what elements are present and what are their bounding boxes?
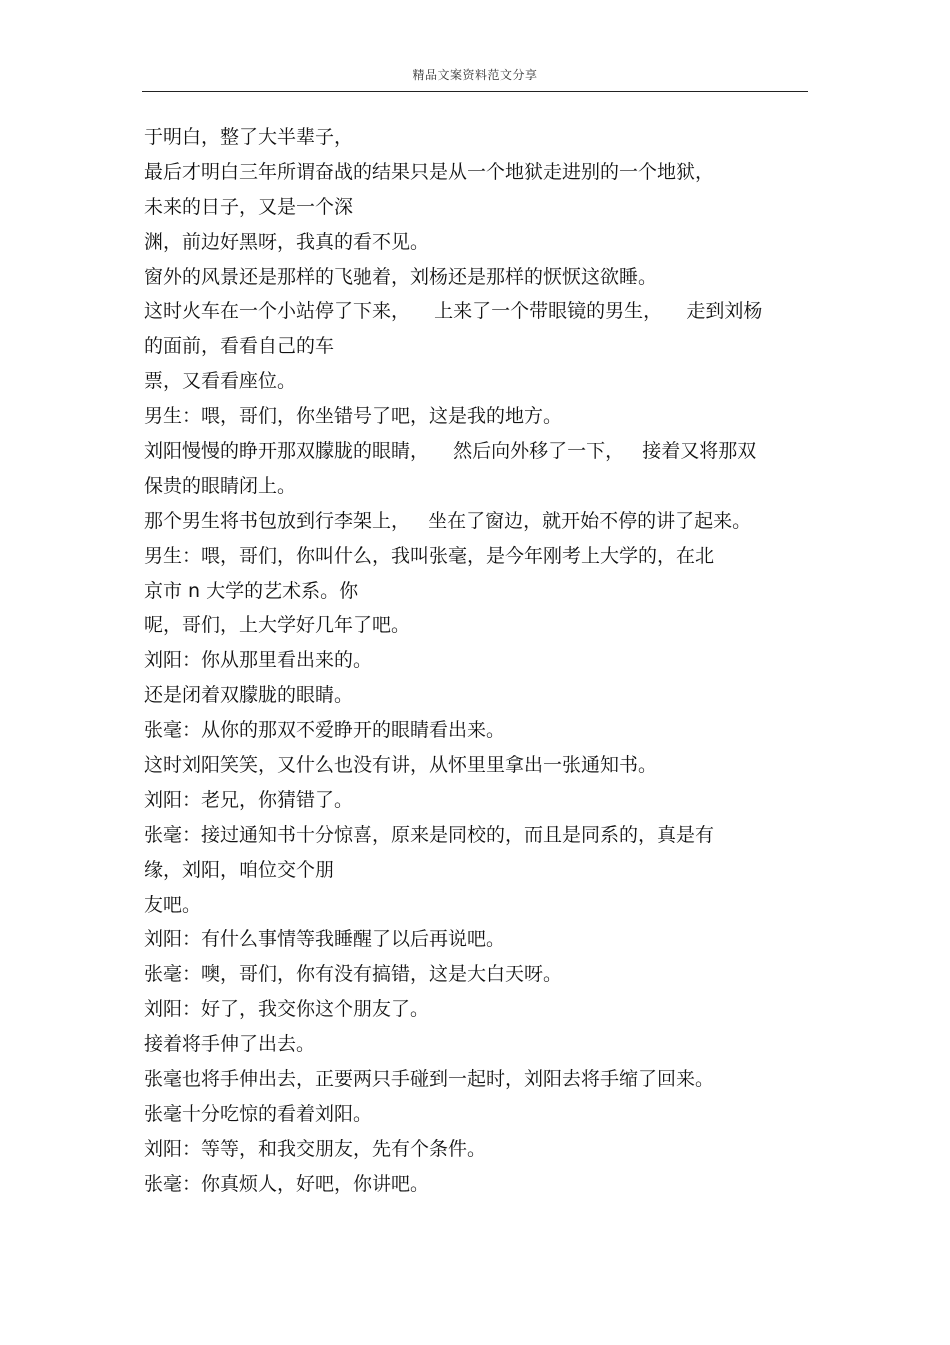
text-line: 刘阳：有什么事情等我睡醒了以后再说吧。 [144,928,506,951]
text-line: 张毫十分吃惊的看着刘阳。 [144,1102,373,1125]
text-line: 男生：喂，哥们，你坐错号了吧，这是我的地方。 [144,405,563,428]
text-line: 渊，前边好黑呀，我真的看不见。 [144,230,430,253]
text-line: 这时刘阳笑笑，又什么也没有讲，从怀里里拿出一张通知书。 [144,754,658,777]
page-header: 精品文案资料范文分享 [412,68,538,82]
text-line: 刘阳：等等，和我交朋友，先有个条件。 [144,1137,487,1160]
text-line: 接着将手伸了出去。 [144,1033,316,1056]
document-body [144,120,804,1202]
text-line: 窗外的风景还是那样的飞驰着，刘杨还是那样的恹恹这欲睡。 [144,265,658,288]
text-line: 张毫：噢，哥们，你有没有搞错，这是大白天呀。 [144,963,563,986]
text-line: 还是闭着双朦胧的眼睛。 [144,684,354,707]
text-line: 刘阳：老兄，你猜错了。 [144,788,354,811]
text-line: 票，又看看座位。 [144,370,297,393]
text-line: 这时火车在一个小站停了下来， 上来了一个带眼镜的男生， 走到刘杨 [144,300,763,323]
text-line: 于明白，整了大半辈子， [144,126,354,148]
text-line: 友吧。 [144,893,202,916]
text-line: 未来的日子，又是一个深 [144,195,354,218]
text-line: 刘阳慢慢的睁开那双朦胧的眼睛， 然后向外移了一下， 接着又将那双 [144,440,757,463]
text-line: 呢，哥们，上大学好几年了吧。 [144,614,411,637]
text-line: 京市 n 大学的艺术系。你 [144,579,359,602]
text-line: 保贵的眼睛闭上。 [144,474,297,497]
text-line: 那个男生将书包放到行李架上， 坐在了窗边，就开始不停的讲了起来。 [144,509,752,532]
text-line: 缘，刘阳，咱位交个朋 [144,858,335,881]
text-line: 张毫：你真烦人，好吧，你讲吧。 [144,1172,430,1195]
text-line: 刘阳：你从那里看出来的。 [144,649,373,672]
text-line: 张毫：从你的那双不爱睁开的眼睛看出来。 [144,719,506,742]
text-line: 张毫也将手伸出去，正要两只手碰到一起时，刘阳去将手缩了回来。 [144,1068,715,1091]
header-rule [142,91,808,92]
text-line: 刘阳：好了，我交你这个朋友了。 [144,998,430,1021]
text-line: 最后才明白三年所谓奋战的结果只是从一个地狱走进别的一个地狱， [144,160,715,183]
text-line: 张毫：接过通知书十分惊喜，原来是同校的，而且是同系的，真是有 [144,823,715,846]
text-line: 男生：喂，哥们，你叫什么，我叫张毫，是今年刚考上大学的，在北 [144,544,715,567]
text-line: 的面前，看看自己的车 [144,335,335,358]
